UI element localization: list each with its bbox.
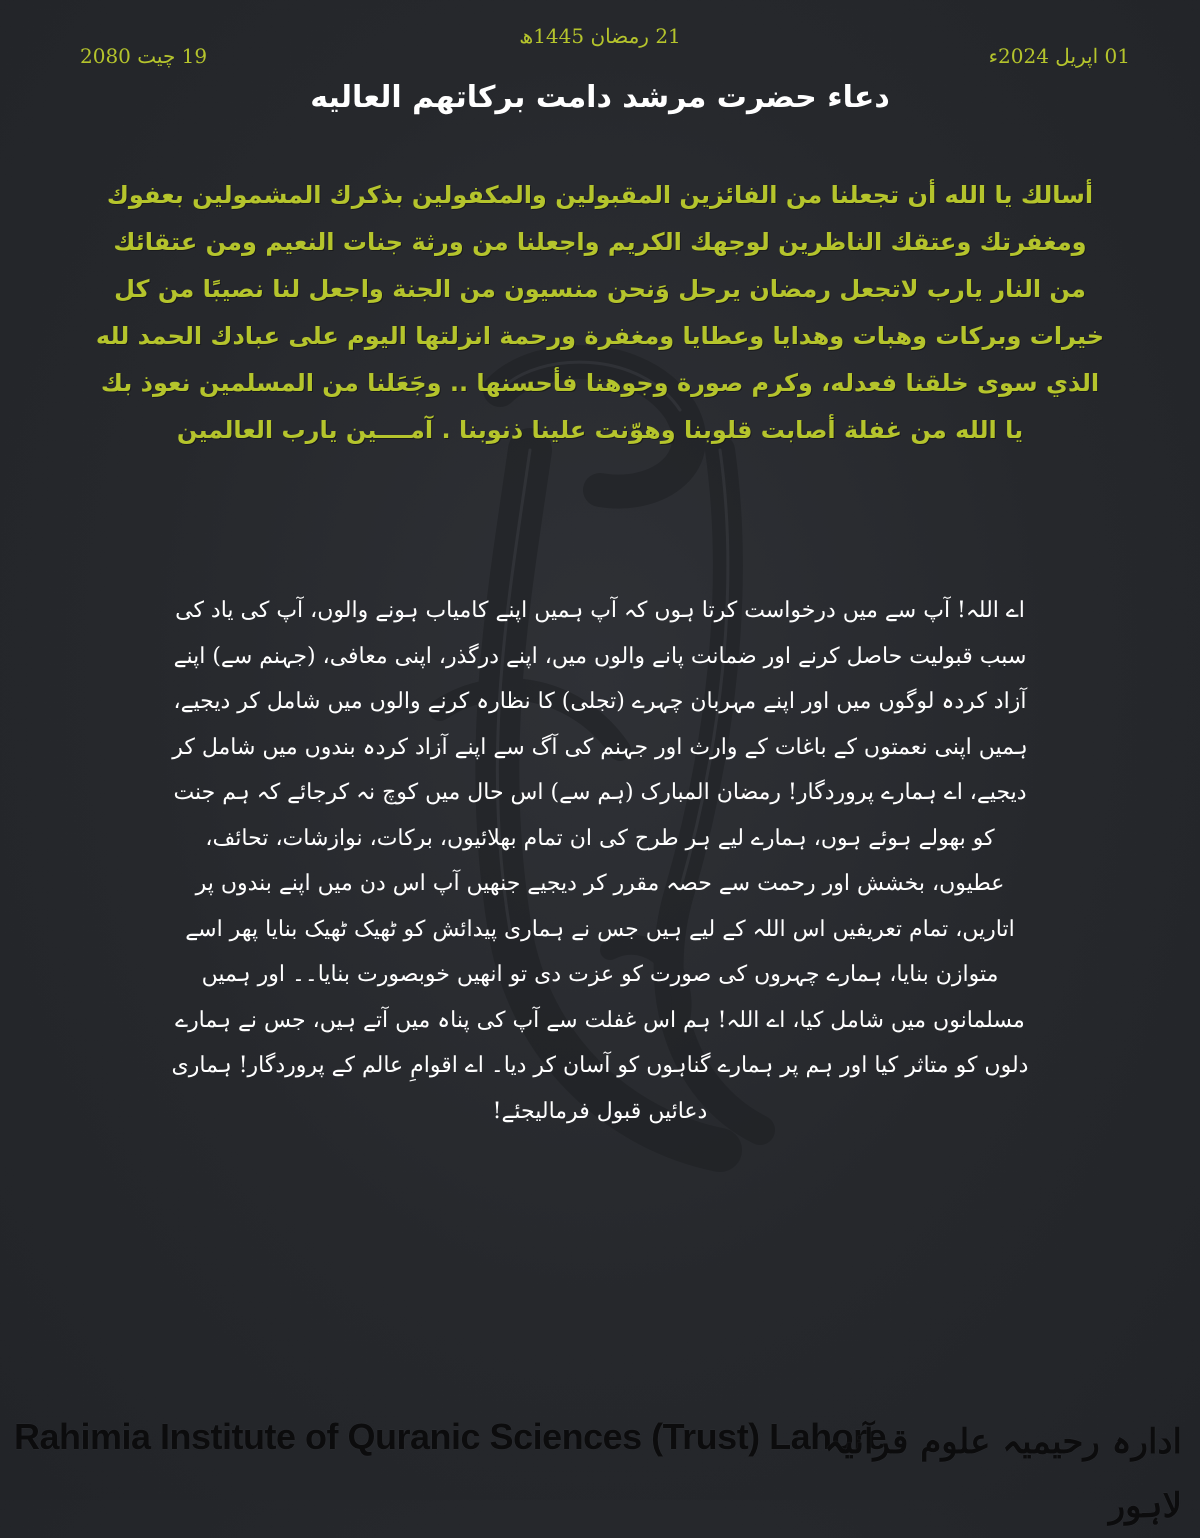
arabic-dua-text: أسالك يا الله أن تجعلنا من الفائزين المقبولين والمكفولين بذكرك المشمولين بعفوك ومغفرتك وعتقك الناظرين لوجهك الكريم واجعلنا من ورثة جنات النعيم ومن عتقائك من النار يارب لاتجعل رمضان يرحل وَنحن منسيون من الجنة واجعل لنا نصيبًا من كل خيرات وبركات وهبات وهدايا وعطايا ومغفرة ورحمة انزلتها اليوم على عبادك الحمد لله الذي سوى خلقنا فعدله، وكرم صورة وجوهنا فأحسنها .. وجَعَلنا من المسلمين نعوذ بك يا الله من غفلة أصابت قلوبنا وهوّنت علينا ذنوبنا . آمــــين يارب العالمين bbox=[95, 181, 1105, 444]
urdu-translation-text: اے اللہ! آپ سے میں درخواست کرتا ہوں کہ آپ ہمیں اپنے کامیاب ہونے والوں، آپ کی یاد کی سبب قبولیت حاصل کرنے اور ضمانت پانے والوں میں، اپنے درگذر، اپنی معافی، (جہنم سے) اپنے آزاد کردہ لوگوں میں اور اپنے مہربان چہرے (تجلی) کا نظارہ کرنے والوں میں شامل کر دیجیے، ہمیں اپنی نعمتوں کے باغات کے وارث اور جہنم کی آگ سے اپنے آزاد کردہ بندوں میں شامل کر دیجیے، اے ہمارے پروردگار! رمضان المبارک (ہم سے) اس حال میں کوچ نہ کرجائے کہ ہم جنت کو بھولے ہوئے ہوں، ہمارے لیے ہر طرح کی ان تمام بھلائیوں، برکات، نوازشات، تحائف، عطیوں، بخشش اور رحمت سے حصہ مقرر کر دیجیے جنھیں آپ اس دن میں اپنے بندوں پر اتاریں، تمام تعریفیں اس اللہ کے لیے ہیں جس نے ہماری پیدائش کو ٹھیک ٹھیک بنایا پھر اسے متوازن بنایا، ہمارے چہروں کی صورت کو عزت دی تو انھیں خوبصورت بنایا۔۔ اور ہمیں مسلمانوں میں شامل کیا، اے اللہ! ہم اس غفلت سے آپ کی پناہ میں آتے ہیں، جس نے ہمارے دلوں کو متاثر کیا اور ہم پر ہمارے گناہوں کو آسان کر دیا۔ اے اقوامِ عالم کے پروردگار! ہماری دعائیں قبول فرمالیجئے! bbox=[171, 598, 1029, 1124]
page-title: دعاء حضرت مرشد دامت برکاتهم العالیه bbox=[310, 80, 890, 115]
footer-bar bbox=[0, 1406, 1200, 1526]
hijri-date: 21 رمضان 1445ھ bbox=[519, 24, 681, 48]
bikrami-date: 19 چیت 2080 bbox=[80, 44, 208, 68]
gregorian-date: 01 اپریل 2024ء bbox=[988, 44, 1130, 68]
institute-logo-calligraphy: ادارہ رحیمیہ علوم قرآنیہ لاہور bbox=[824, 1422, 1182, 1526]
institute-name-english: Rahimia Institute of Quranic Sciences (Trust) Lahore bbox=[14, 1416, 887, 1457]
